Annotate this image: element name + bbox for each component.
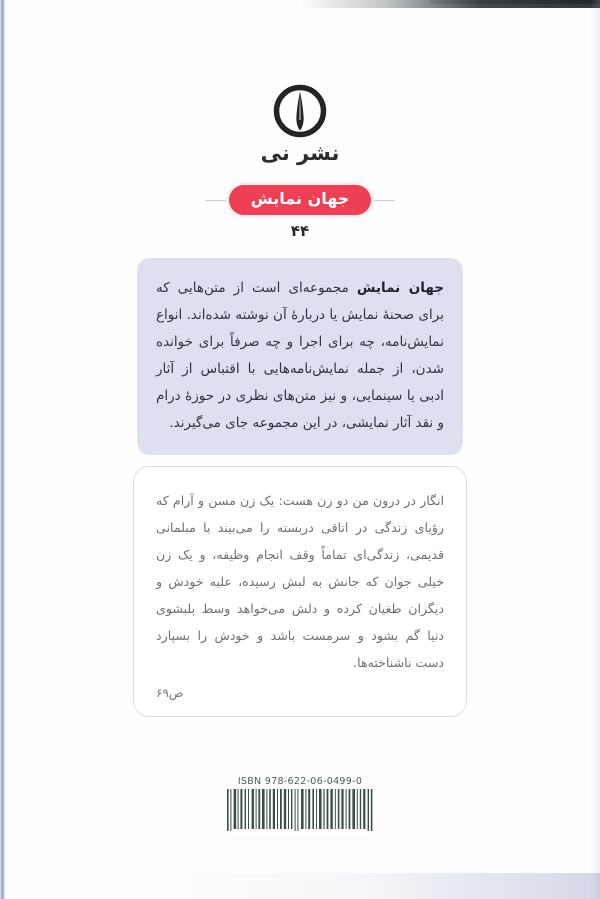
series-description-text xyxy=(156,275,444,437)
ney-reed-circle-logo-icon xyxy=(273,84,327,138)
book-quote-box xyxy=(133,466,467,717)
series-description-body: مجموعه‌ای است از متن‌هایی که برای صحنهٔ نمایش یا دربارهٔ آن نوشته شده‌اند. انواع نمایش‌نامه، چه برای اجرا و چه صرفاً برای خوانده شدن، از جمله نمایش‌نامه‌هایی با اقتباس از آثار ادبی یا سینمایی، و نیز متن‌های نظری در حوزهٔ درام و نقد آثار نمایشی، در این مجموعه جای می‌گیرند. xyxy=(156,280,444,431)
book-quote-page-ref: ص۶۹ xyxy=(156,686,184,701)
series-badge[interactable]: جهان نمایش xyxy=(229,185,372,215)
publisher-block xyxy=(0,84,600,165)
top-edge-shadow-inner xyxy=(430,0,600,4)
isbn-label: ISBN 978-622-06-0499-0 xyxy=(237,776,363,787)
series-number: ۴۴ xyxy=(290,222,310,240)
bottom-edge-glow xyxy=(150,873,600,899)
series-description-lead: جهان نمایش xyxy=(356,280,444,296)
series-description-box xyxy=(137,258,463,455)
series-badge-block xyxy=(0,185,600,240)
publisher-name: نشر نی xyxy=(260,141,340,165)
book-quote-text: انگار در درون من دو زن هست: یک زن مسن و آرام که رؤیای زندگی در اتاقی دربسته را می‌بیند با مبلمانی قدیمی، زندگی‌ای تماماً وقف انجام وظیفه، و یک زن خیلی جوان که جانش به لبش رسیده، علیه خودش و دیگران طغیان کرده و دلش می‌خواهد وسط بلبشوی دنیا گم بشود و سرمست باشد و خودش را بسپارد دست ناشناخته‌ها. xyxy=(156,493,444,671)
ean13-barcode-icon xyxy=(225,789,375,835)
isbn-block xyxy=(0,776,600,835)
